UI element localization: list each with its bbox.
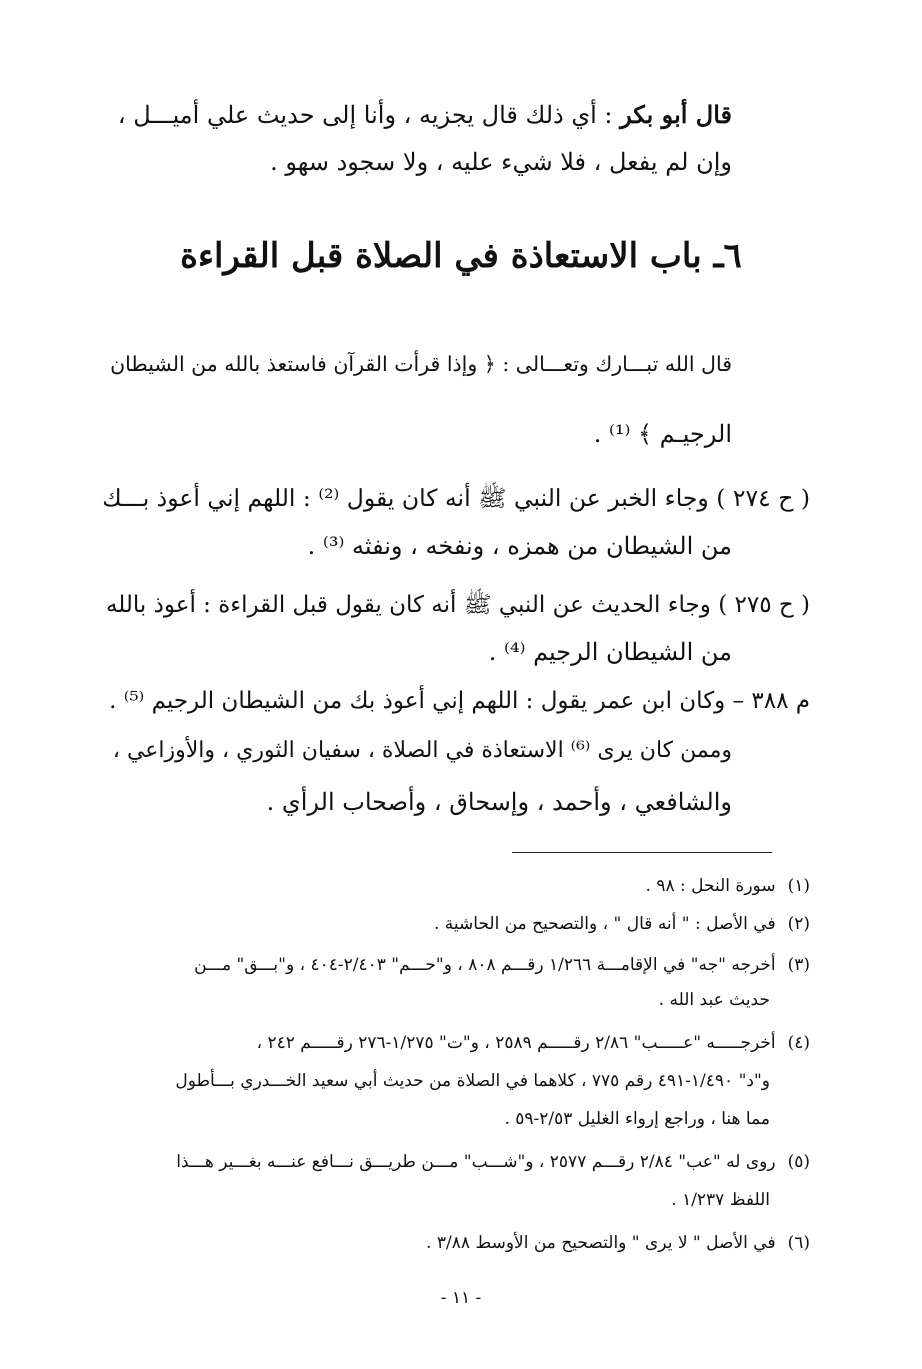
footnote-2 bbox=[434, 914, 810, 934]
footnote-5 bbox=[176, 1152, 810, 1172]
footnote-text: في الأصل " لا يرى " والتصحيح من الأوسط ٣/٨٨ . bbox=[426, 1233, 776, 1253]
quran-line-2: الرجيـم ﴾ ⁽¹⁾ . bbox=[593, 420, 732, 448]
footnote-4 bbox=[257, 1033, 810, 1053]
footnote-6 bbox=[426, 1233, 810, 1253]
quran-line-1: قال الله تبـــارك وتعـــالى : ﴿ وإذا قرأت القرآن فاستعذ بالله من الشيطان bbox=[110, 352, 732, 376]
closing-line-2: والشافعي ، وأحمد ، وإسحاق ، وأصحاب الرأي . bbox=[266, 788, 732, 816]
footnote-4-line-3: مما هنا ، وراجع إرواء الغليل ٢/٥٣-٥٩ . bbox=[504, 1109, 770, 1129]
hadith-275-line-1: ( ح ٢٧٥ ) وجاء الحديث عن النبي ﷺ أنه كان يقول قبل القراءة : أعوذ بالله bbox=[105, 592, 810, 618]
hadith-275-line-2: من الشيطان الرجيم ⁽⁴⁾ . bbox=[488, 638, 732, 666]
hadith-274-line-2: من الشيطان من همزه ، ونفخه ، ونفثه ⁽³⁾ . bbox=[307, 532, 732, 560]
page-number: - ١١ - bbox=[440, 1288, 482, 1308]
footnote-1 bbox=[646, 876, 810, 896]
intro-line-1-rest: : أي ذلك قال يجزيه ، وأنا إلى حديث علي أميـــل ، bbox=[117, 101, 621, 129]
intro-line-1 bbox=[118, 100, 732, 129]
footnote-separator bbox=[512, 852, 772, 853]
footnote-number: (٦) bbox=[787, 1233, 810, 1253]
closing-line-1: وممن كان يرى ⁽⁶⁾ الاستعاذة في الصلاة ، سفيان الثوري ، والأوزاعي ، bbox=[112, 738, 732, 763]
footnote-number: (٤) bbox=[787, 1033, 810, 1053]
chapter-title: ٦ـ باب الاستعاذة في الصلاة قبل القراءة bbox=[180, 236, 742, 276]
footnote-4-line-2: و"د" ١/٤٩٠-٤٩١ رقم ٧٧٥ ، كلاهما في الصلاة من حديث أبي سعيد الخـــدري بـــأطول bbox=[175, 1071, 770, 1091]
footnote-text: أخرجه "جه" في الإقامـــة ١/٢٦٦ رقـــم ٨٠٨ ، و"حـــم" ٢/٤٠٣-٤٠٤ ، و"بـــق" مـــن bbox=[194, 955, 776, 975]
footnote-number: (٥) bbox=[787, 1152, 810, 1172]
footnote-3 bbox=[194, 955, 810, 975]
footnote-number: (٢) bbox=[787, 914, 810, 934]
footnote-text: أخرجـــــه "عـــــب" ٢/٨٦ رقـــــم ٢٥٨٩ ، و"ت" ١/٢٧٥-٢٧٦ رقـــــم ٢٤٢ ، bbox=[256, 1033, 776, 1053]
footnote-5-line-2: اللفظ ١/٢٣٧ . bbox=[671, 1190, 770, 1210]
intro-line-2: وإن لم يفعل ، فلا شيء عليه ، ولا سجود سهو . bbox=[270, 148, 732, 176]
hadith-274-line-1: ( ح ٢٧٤ ) وجاء الخبر عن النبي ﷺ أنه كان يقول ⁽²⁾ : اللهم إني أعوذ بـــك bbox=[102, 484, 810, 512]
footnote-number: (٣) bbox=[787, 955, 810, 975]
footnote-text: سورة النحل : ٩٨ . bbox=[645, 876, 776, 896]
athar-388-line: م ٣٨٨ – وكان ابن عمر يقول : اللهم إني أعوذ بك من الشيطان الرجيم ⁽⁵⁾ . bbox=[109, 688, 810, 714]
footnote-number: (١) bbox=[787, 876, 810, 896]
intro-lead: قال أبو بكر bbox=[620, 100, 732, 129]
footnote-3-line-2: حديث عبد الله . bbox=[658, 990, 770, 1010]
footnote-text: في الأصل : " أنه قال " ، والتصحيح من الحاشية . bbox=[433, 914, 776, 934]
footnote-text: روى له "عب" ٢/٨٤ رقـــم ٢٥٧٧ ، و"شـــب" مـــن طريـــق نـــافع عنـــه بغـــير هـــذا bbox=[176, 1152, 776, 1172]
